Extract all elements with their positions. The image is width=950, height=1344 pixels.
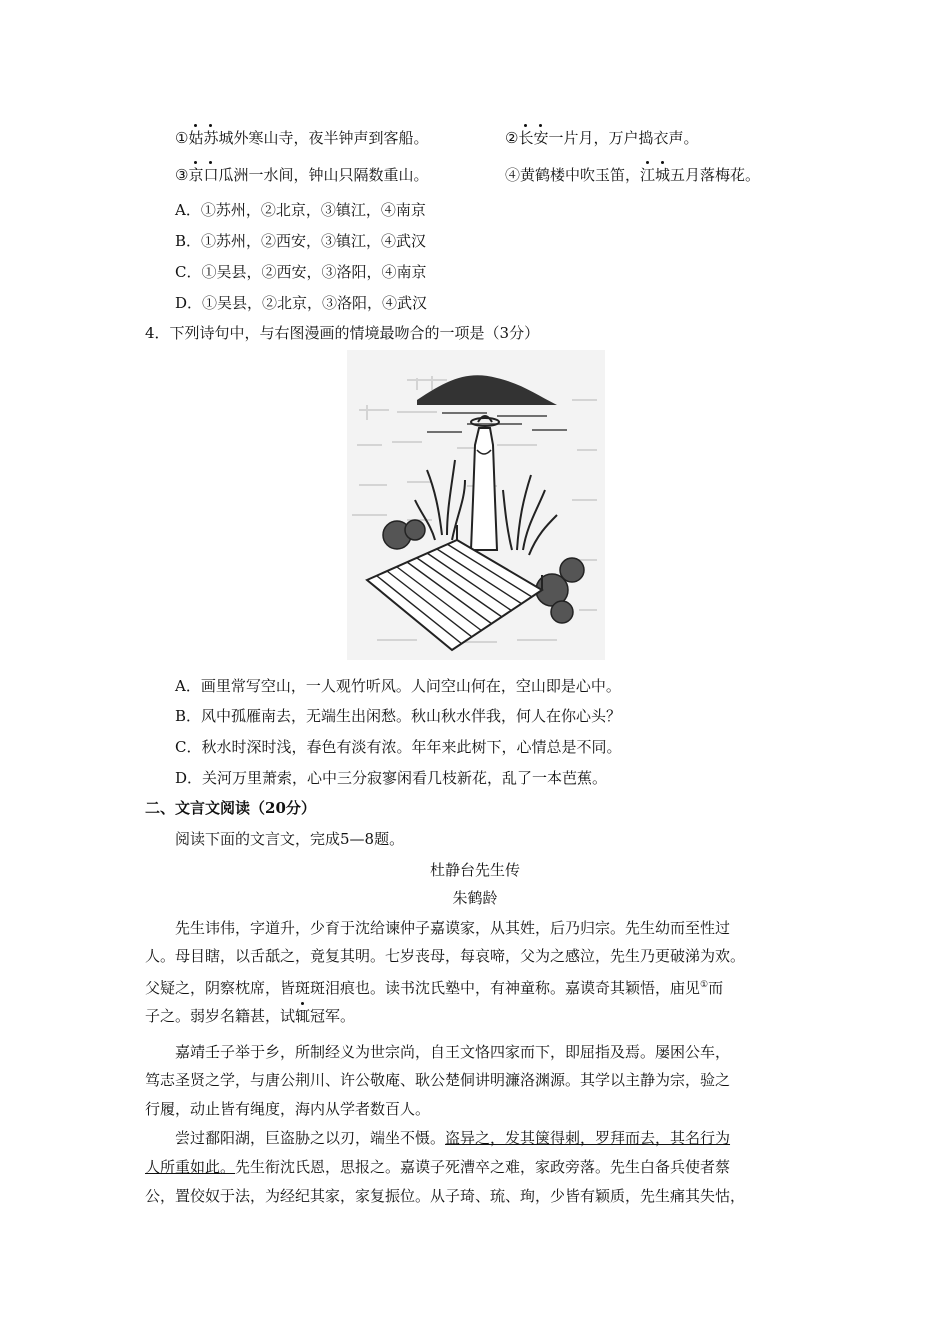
q4-choice-b: B．风中孤雁南去，无端生出闲愁。秋山秋水伴我，何人在你心头？	[175, 707, 622, 725]
passage-p3-line1: 尝过鄱阳湖，巨盗胁之以刃，端坐不慑。盗异之，发其箧得刺，罗拜而去，其名行为	[175, 1129, 731, 1147]
q4-choice-d: D．关河万里萧索，心中三分寂寥闲看几枝新花，乱了一本芭蕉。	[175, 769, 608, 787]
q3-option-3: ③京口瓜洲一水间，钟山只隔数重山。	[175, 166, 429, 184]
underlined-sentence-end: 人所重如此。	[145, 1158, 236, 1176]
passage-author: 朱鹤龄	[452, 889, 498, 907]
underlined-sentence: 盗异之，发其箧得刺，罗拜而去，其名行为	[445, 1129, 731, 1147]
q3-choice-b: B．①苏州，②西安，③镇江，④武汉	[175, 232, 427, 250]
q3-option-2: ②长安一片月，万户捣衣声。	[505, 129, 699, 147]
passage-p1-line2: 人。母目瞎，以舌舐之，竟复其明。七岁丧母，每哀啼，父为之感泣，先生乃更破涕为欢。	[145, 947, 746, 965]
passage-p1-line4: 子之。弱岁名籍甚，试辄冠军。	[145, 1007, 356, 1025]
q3-choice-d: D．①吴县，②北京，③洛阳，④武汉	[175, 294, 428, 312]
passage-p3-line3: 公，置佼奴于法，为经纪其家，家复振位。从子琦、琉、珣，少皆有颖质，先生痛其失怙，	[145, 1187, 746, 1205]
passage-title: 杜静台先生传	[429, 861, 520, 879]
footnote-marker: ①	[700, 980, 709, 990]
passage-p1-line3: 父疑之，阴察枕席，皆斑斑泪痕也。读书沈氏塾中，有神童称。嘉谟奇其颖悟，庙见①而	[145, 979, 724, 997]
passage-p2-line2: 笃志圣贤之学，与唐公荆川、许公敬庵、耿公楚侗讲明濂洛渊源。其学以主静为宗，验之	[145, 1071, 731, 1089]
q4-choice-a: A．画里常写空山，一人观竹听风。人问空山何在，空山即是心中。	[175, 677, 621, 695]
cartoon-drawing	[347, 350, 605, 660]
q3-option-1: ①姑苏城外寒山寺，夜半钟声到客船。	[175, 129, 429, 147]
q3-choice-c: C．①吴县，②西安，③洛阳，④南京	[175, 263, 427, 281]
passage-p2-line3: 行履，动止皆有绳度，海内从学者数百人。	[145, 1100, 431, 1118]
q3-choice-a: A．①苏州，②北京，③镇江，④南京	[175, 201, 426, 219]
passage-p2-line1: 嘉靖壬子举于乡，所制经义为世宗尚，自王文恪四家而下，即屈指及焉。屡困公车，	[175, 1043, 731, 1061]
section-instruction: 阅读下面的文言文，完成5—8题。	[175, 830, 405, 848]
cartoon-illustration	[347, 350, 605, 660]
passage-p1-line1: 先生讳伟，字道升，少育于沈给谏仲子嘉谟家，从其姓，后乃归宗。先生幼而至性过	[175, 919, 731, 937]
q4-stem: 4．下列诗句中，与右图漫画的情境最吻合的一项是（3分）	[145, 324, 540, 342]
q4-choice-c: C．秋水时深时浅，春色有淡有浓。年年来此树下，心情总是不同。	[175, 738, 622, 756]
passage-p3-line2: 人所重如此。先生衔沈氏恩，思报之。嘉谟子死漕卒之难，家政旁落。先生白备兵使者蔡	[145, 1158, 731, 1176]
section-heading: 二、文言文阅读（20分）	[145, 799, 316, 817]
q3-option-4: ④黄鹤楼中吹玉笛，江城五月落梅花。	[505, 166, 761, 184]
